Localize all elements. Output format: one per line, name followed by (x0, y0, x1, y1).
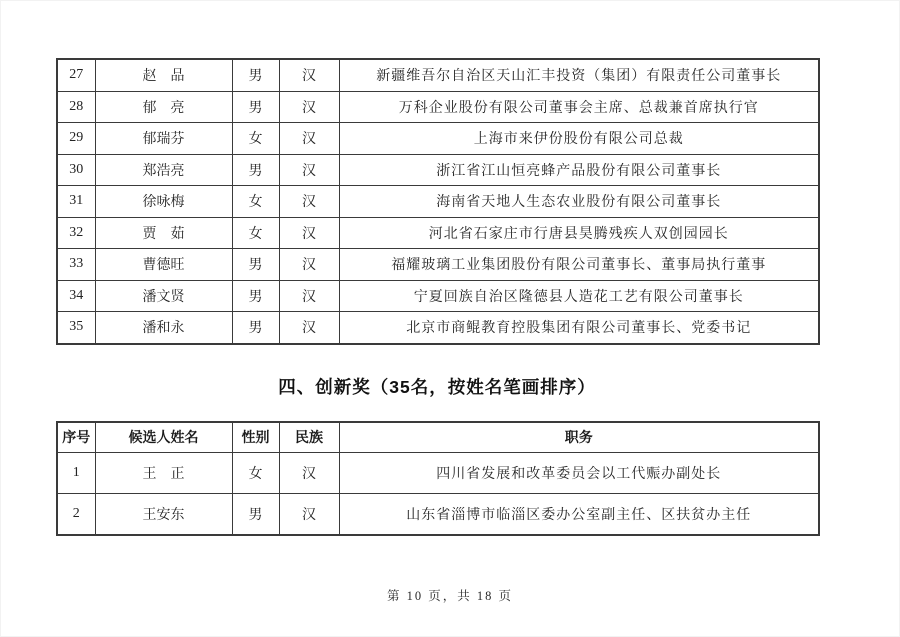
cell-ethnicity: 汉 (279, 217, 339, 249)
cell-ethnicity: 汉 (279, 493, 339, 535)
table-row (57, 154, 819, 186)
cell-name: 曹德旺 (95, 249, 232, 281)
cell-no: 2 (57, 493, 95, 535)
table-row (57, 493, 819, 535)
candidates-table-continued (56, 58, 820, 345)
cell-name: 赵 品 (95, 59, 232, 91)
cell-name: 潘和永 (95, 312, 232, 344)
cell-ethnicity: 汉 (279, 249, 339, 281)
table-row (57, 123, 819, 155)
cell-position: 山东省淄博市临淄区委办公室副主任、区扶贫办主任 (339, 493, 819, 535)
cell-position: 万科企业股份有限公司董事会主席、总裁兼首席执行官 (339, 91, 819, 123)
table-row (57, 249, 819, 281)
cell-no: 29 (57, 123, 95, 155)
cell-no: 34 (57, 280, 95, 312)
cell-name: 潘文贤 (95, 280, 232, 312)
table-row (57, 91, 819, 123)
cell-ethnicity: 汉 (279, 452, 339, 493)
table-row (57, 312, 819, 344)
cell-no: 33 (57, 249, 95, 281)
cell-name: 徐咏梅 (95, 186, 232, 218)
cell-no: 30 (57, 154, 95, 186)
cell-position: 福耀玻璃工业集团股份有限公司董事长、董事局执行董事 (339, 249, 819, 281)
cell-name: 贾 茹 (95, 217, 232, 249)
cell-position: 河北省石家庄市行唐县昊腾残疾人双创园园长 (339, 217, 819, 249)
cell-position: 北京市商鲲教育控股集团有限公司董事长、党委书记 (339, 312, 819, 344)
cell-no: 35 (57, 312, 95, 344)
header-gender: 性别 (232, 422, 279, 453)
cell-gender: 女 (232, 452, 279, 493)
cell-position: 浙江省江山恒亮蜂产品股份有限公司董事长 (339, 154, 819, 186)
innovation-award-table (56, 421, 820, 536)
cell-position: 上海市来伊份股份有限公司总裁 (339, 123, 819, 155)
cell-name: 郁 亮 (95, 91, 232, 123)
cell-gender: 男 (232, 91, 279, 123)
cell-gender: 男 (232, 280, 279, 312)
cell-name: 郁瑞芬 (95, 123, 232, 155)
header-no: 序号 (57, 422, 95, 453)
table-row (57, 452, 819, 493)
cell-no: 31 (57, 186, 95, 218)
cell-ethnicity: 汉 (279, 59, 339, 91)
cell-ethnicity: 汉 (279, 280, 339, 312)
cell-no: 27 (57, 59, 95, 91)
cell-gender: 男 (232, 59, 279, 91)
cell-name: 郑浩亮 (95, 154, 232, 186)
page-content (56, 58, 818, 536)
table-row (57, 59, 819, 91)
cell-name: 王安东 (95, 493, 232, 535)
header-name: 候选人姓名 (95, 422, 232, 453)
cell-gender: 男 (232, 493, 279, 535)
cell-no: 28 (57, 91, 95, 123)
table-row (57, 280, 819, 312)
table-row (57, 217, 819, 249)
table-row (57, 186, 819, 218)
cell-ethnicity: 汉 (279, 91, 339, 123)
cell-gender: 女 (232, 186, 279, 218)
cell-gender: 女 (232, 217, 279, 249)
cell-position: 海南省天地人生态农业股份有限公司董事长 (339, 186, 819, 218)
cell-gender: 女 (232, 123, 279, 155)
header-ethnicity: 民族 (279, 422, 339, 453)
cell-ethnicity: 汉 (279, 154, 339, 186)
cell-ethnicity: 汉 (279, 186, 339, 218)
cell-position: 宁夏回族自治区隆德县人造花工艺有限公司董事长 (339, 280, 819, 312)
cell-position: 四川省发展和改革委员会以工代赈办副处长 (339, 452, 819, 493)
cell-gender: 男 (232, 249, 279, 281)
cell-ethnicity: 汉 (279, 312, 339, 344)
cell-position: 新疆维吾尔自治区天山汇丰投资（集团）有限责任公司董事长 (339, 59, 819, 91)
section-heading: 四、创新奖（35名，按姓名笔画排序） (278, 376, 596, 397)
header-position: 职务 (339, 422, 819, 453)
table-header-row (57, 422, 819, 453)
cell-no: 32 (57, 217, 95, 249)
cell-no: 1 (57, 452, 95, 493)
cell-ethnicity: 汉 (279, 123, 339, 155)
cell-name: 王 正 (95, 452, 232, 493)
page-number-indicator: 第 10 页，共 18 页 (386, 589, 513, 603)
cell-gender: 男 (232, 312, 279, 344)
cell-gender: 男 (232, 154, 279, 186)
